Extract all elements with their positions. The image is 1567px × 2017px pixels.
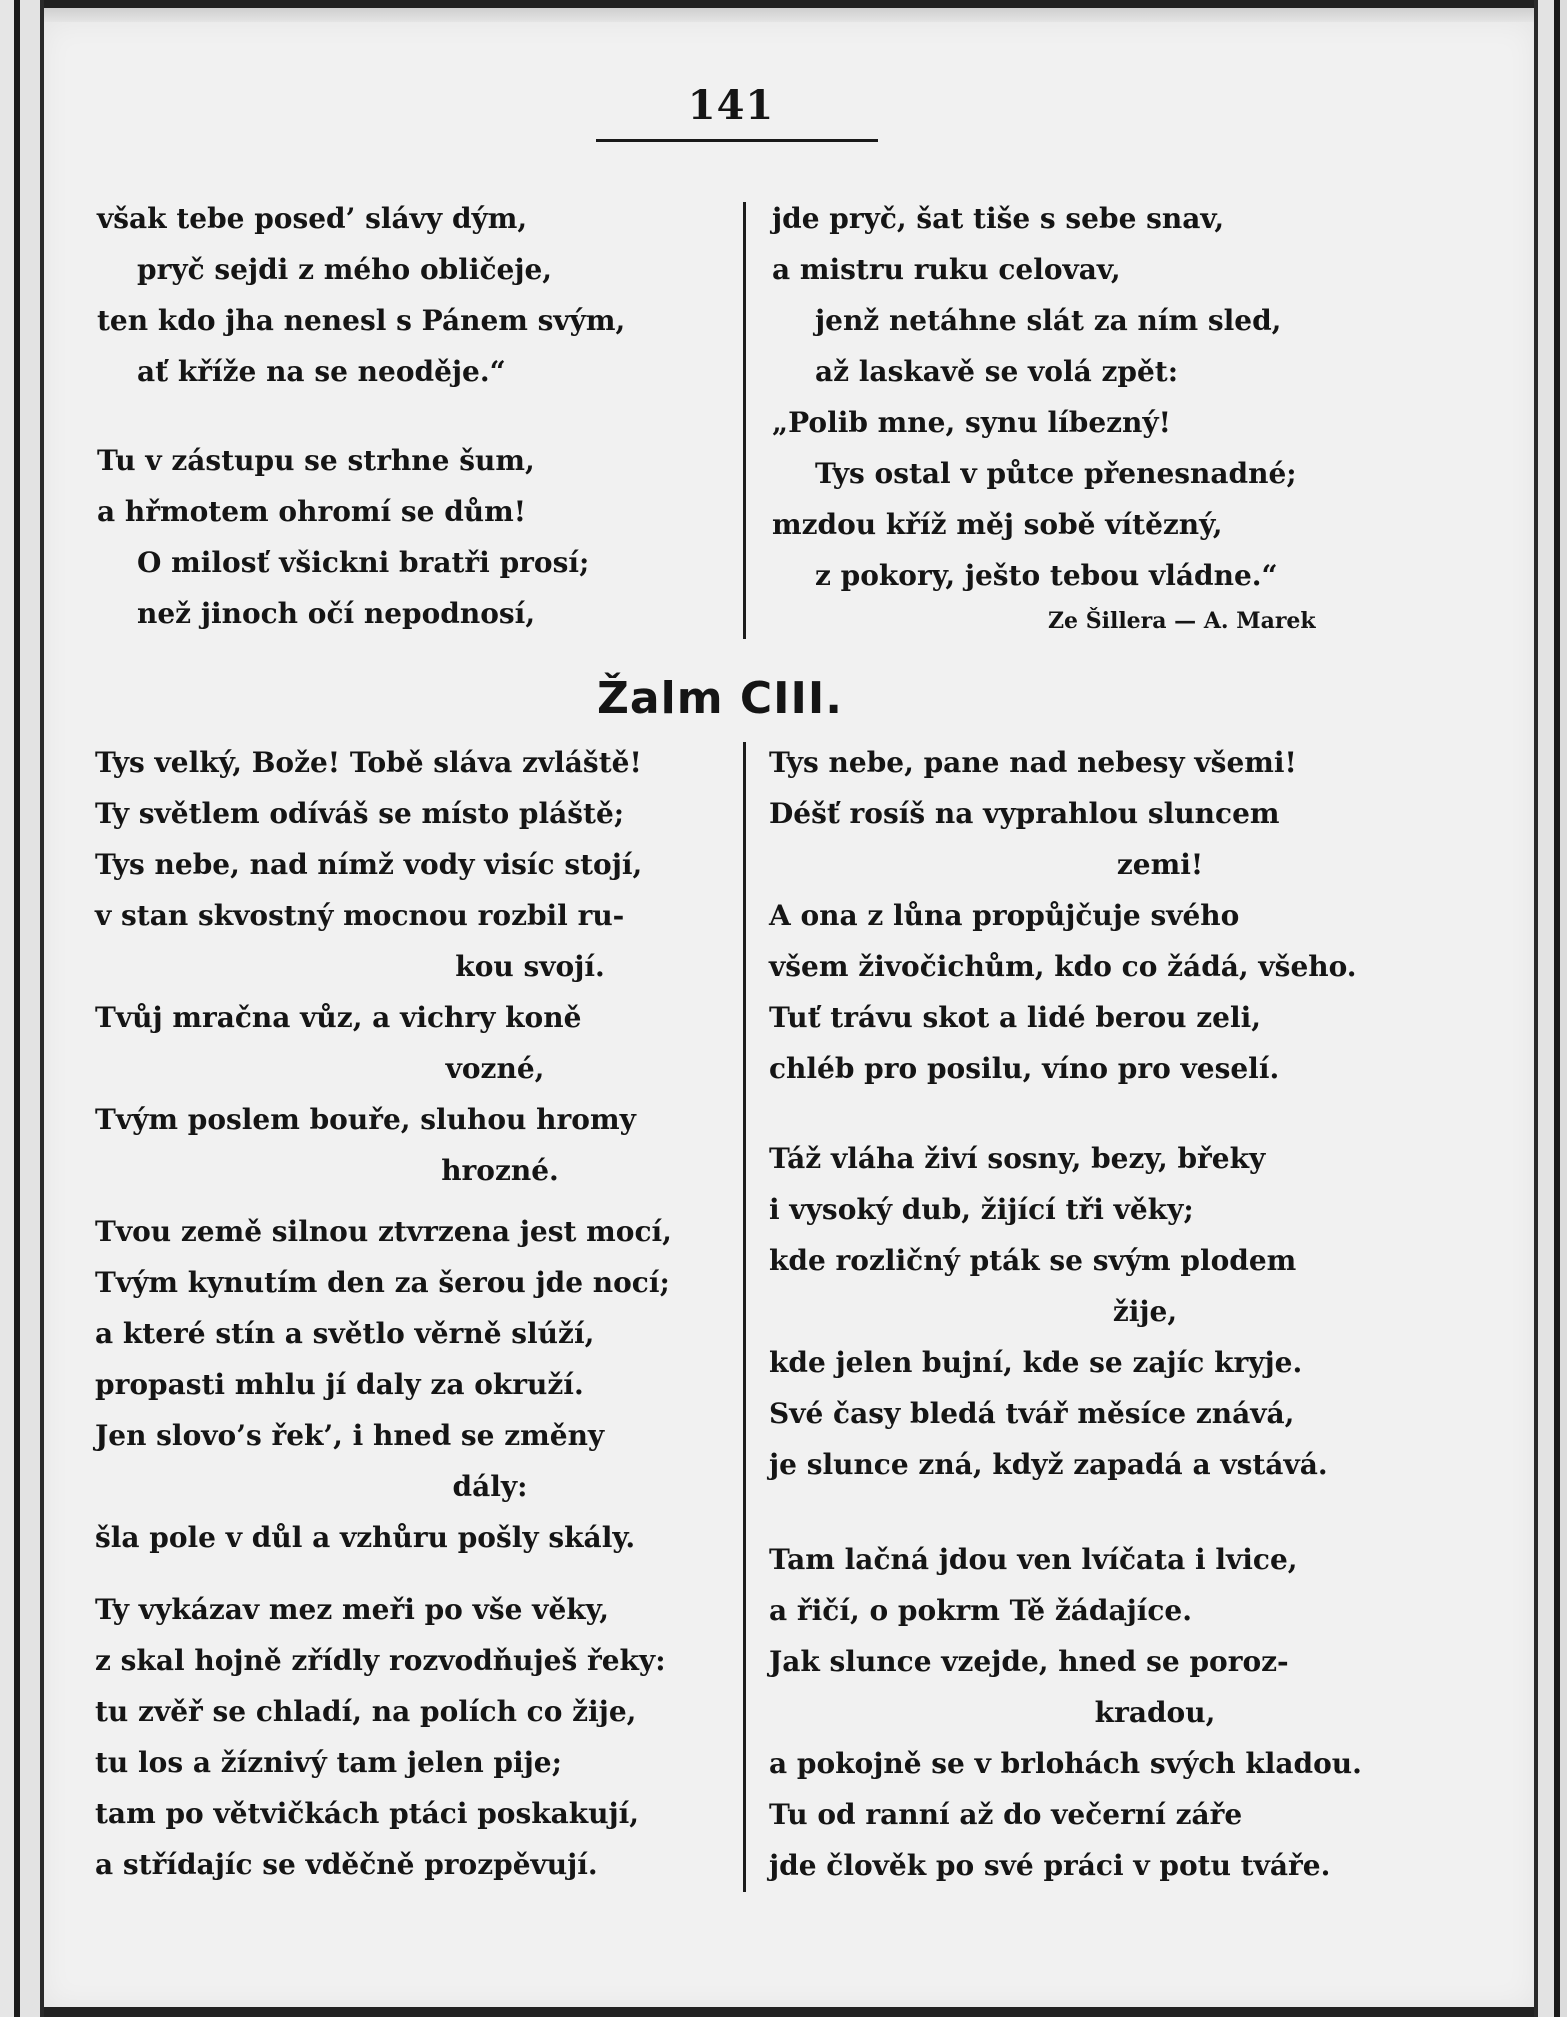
poem-line: tam po větvičkách ptáci poskakují, (95, 1797, 640, 1830)
translation-credit: Ze Šillera — A. Marek (1048, 608, 1316, 634)
scan-edge-top (44, 0, 1534, 22)
poem-line: a střídajíc se vděčně prozpěvují. (95, 1848, 598, 1881)
poem-line: Ty vykázav mez meři po vše věky, (95, 1593, 610, 1626)
poem-line-continuation: kradou, (1094, 1696, 1216, 1729)
poem-line: kde jelen bujní, kde se zajíc kryje. (769, 1346, 1303, 1379)
poem-line-continuation: vozné, (445, 1052, 545, 1085)
poem-line: Déšť rosíš na vyprahlou sluncem (769, 797, 1280, 830)
poem-line: z pokory, ješto tebou vládne.“ (815, 559, 1278, 592)
poem-line: a pokojně se v brlohách svých kladou. (769, 1747, 1362, 1780)
poem-line: a řičí, o pokrm Tě žádajíce. (769, 1594, 1192, 1627)
poem-line: z skal hojně zřídly rozvodňuješ řeky: (95, 1644, 666, 1677)
poem-line: Tu od ranní až do večerní záře (769, 1798, 1243, 1831)
poem-line: než jinoch očí nepodnosí, (137, 597, 536, 630)
poem-line: Ty světlem odíváš se místo pláště; (95, 797, 625, 830)
poem-line: a mistru ruku celovav, (772, 253, 1121, 286)
poem-line: Tvou země silnou ztvrzena jest mocí, (95, 1215, 672, 1248)
poem-line: i vysoký dub, žijící tři věky; (769, 1193, 1194, 1226)
column-divider-top (743, 202, 746, 639)
poem-line: O milosť všickni bratři prosí; (137, 546, 590, 579)
poem-line: mzdou kříž měj sobě vítězný, (772, 508, 1223, 541)
scan-edge-right (1534, 0, 1567, 2017)
poem-line: však tebe posed’ slávy dým, (97, 202, 528, 235)
poem-line-continuation: zemi! (1116, 848, 1204, 881)
poem-line: tu zvěř se chladí, na polích co žije, (95, 1695, 637, 1728)
poem-line: Tvůj mračna vůz, a vichry koně (95, 1001, 582, 1034)
poem-line: jde pryč, šat tiše s sebe snav, (772, 202, 1225, 235)
poem-line: v stan skvostný mocnou rozbil ru- (95, 899, 625, 932)
poem-line: a hřmotem ohromí se dům! (97, 495, 527, 528)
poem-line: Tys nebe, pane nad nebesy všemi! (769, 746, 1297, 779)
poem-line: „Polib mne, synu líbezný! (772, 406, 1171, 439)
page-number-rule (596, 139, 878, 142)
poem-line: všem živočichům, kdo co žádá, všeho. (769, 950, 1357, 983)
poem-line: tu los a žíznivý tam jelen pije; (95, 1746, 562, 1779)
poem-line: chléb pro posilu, víno pro veselí. (769, 1052, 1280, 1085)
poem-line: je slunce zná, když zapadá a vstává. (769, 1448, 1328, 1481)
poem-line: Tam lačná jdou ven lvíčata i lvice, (769, 1543, 1298, 1576)
poem-line: Tys ostal v půtce přenesnadné; (815, 457, 1297, 490)
column-divider-bottom (743, 742, 746, 1892)
poem-line: Jen slovo’s řek’, i hned se změny (95, 1419, 605, 1452)
poem-line: až laskavě se volá zpět: (815, 355, 1179, 388)
poem-line-continuation: žije, (1112, 1295, 1178, 1328)
poem-line: Tys nebe, nad nímž vody visíc stojí, (95, 848, 643, 881)
poem-line: A ona z lůna propůjčuje svého (769, 899, 1240, 932)
psalm-title: Žalm CIII. (597, 673, 843, 724)
poem-line: Tys velký, Bože! Tobě sláva zvláště! (95, 746, 642, 779)
poem-line: kde rozličný pták se svým plodem (769, 1244, 1297, 1277)
poem-line: Tu v zástupu se strhne šum, (97, 444, 535, 477)
poem-line: pryč sejdi z mého obličeje, (137, 253, 553, 286)
scan-edge-left (0, 0, 44, 2017)
poem-line: Své časy bledá tvář měsíce znává, (769, 1397, 1295, 1430)
poem-line: Tvým poslem bouře, sluhou hromy (95, 1103, 636, 1136)
poem-line: ať kříže na se neoděje.“ (137, 355, 506, 388)
poem-line: propasti mhlu jí daly za okruží. (95, 1368, 584, 1401)
poem-line: jenž netáhne slát za ním sled, (815, 304, 1282, 337)
poem-line-continuation: dály: (452, 1470, 528, 1503)
poem-line-continuation: kou svojí. (455, 950, 605, 983)
poem-line: Táž vláha živí sosny, bezy, břeky (769, 1142, 1266, 1175)
poem-line: ten kdo jha nenesl s Pánem svým, (97, 304, 626, 337)
poem-line: Jak slunce vzejde, hned se poroz- (769, 1645, 1289, 1678)
poem-line-continuation: hrozné. (441, 1154, 559, 1187)
poem-line: a které stín a světlo věrně slúží, (95, 1317, 595, 1350)
page-number: 141 (687, 82, 775, 129)
poem-line: jde člověk po své práci v potu tváře. (769, 1849, 1331, 1882)
poem-line: Tuť trávu skot a lidé berou zeli, (769, 1001, 1261, 1034)
poem-line: Tvým kynutím den za šerou jde nocí; (95, 1266, 670, 1299)
poem-line: šla pole v důl a vzhůru pošly skály. (95, 1521, 636, 1554)
scan-edge-bottom (44, 2007, 1534, 2017)
